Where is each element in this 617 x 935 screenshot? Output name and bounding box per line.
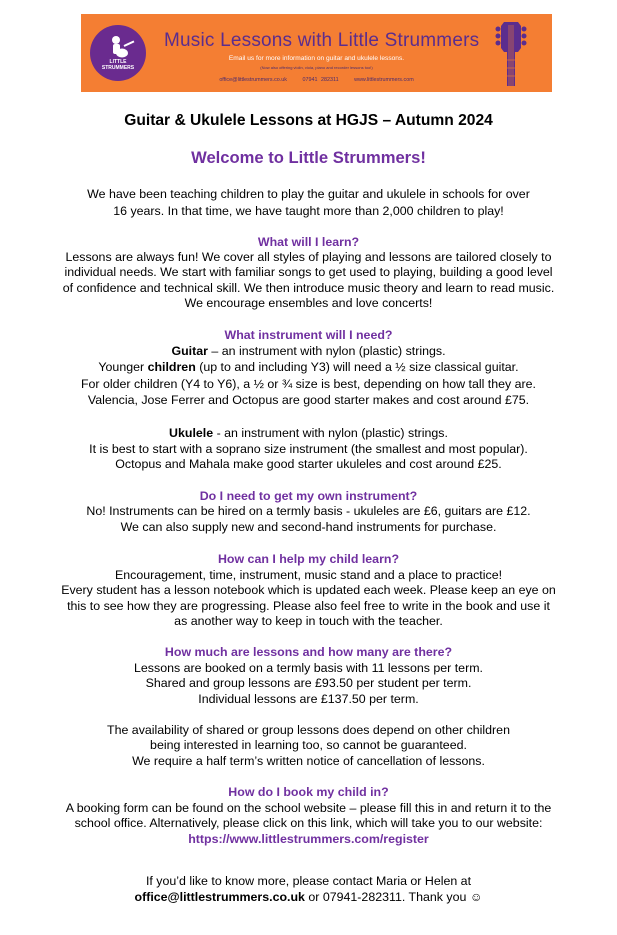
banner-email[interactable]: office@littlestrummers.co.uk: [219, 77, 287, 83]
children-bold: children: [147, 360, 196, 374]
own-instrument-line: No! Instruments can be hired on a termly basis - ukuleles are £6, guitars are £12.: [86, 504, 531, 518]
guitar-head-icon: [494, 20, 528, 86]
register-link[interactable]: https://www.littlestrummers.com/register: [188, 832, 429, 846]
instrument-heading: What instrument will I need?: [224, 328, 393, 342]
guitar-younger-rest: (up to and including Y3) will need a ½ size classical guitar.: [195, 360, 519, 374]
contact-line: If you’d like to know more, please contact Maria or Helen at: [145, 874, 472, 888]
cost-line: Individual lessons are £137.50 per term.: [198, 692, 419, 706]
own-instrument-line: We can also supply new and second-hand instruments for purchase.: [120, 520, 497, 534]
logo-text-line2: STRUMMERS: [101, 65, 135, 71]
availability-line: We require a half term’s written notice of cancellation of lessons.: [132, 754, 485, 768]
banner-subtitle: Email us for more information on guitar and ukulele lessons.: [228, 55, 405, 62]
header-banner: [81, 14, 552, 92]
help-line: this to see how they are progressing. Please also feel free to write in the book and use it: [67, 599, 550, 613]
learn-heading: What will I learn?: [257, 235, 360, 249]
intro-line: We have been teaching children to play the guitar and ukulele in schools for over: [87, 187, 530, 201]
little-strummers-logo: [90, 25, 146, 81]
intro-line: 16 years. In that time, we have taught more than 2,000 children to play!: [113, 204, 504, 218]
learn-line: Lessons are always fun! We cover all styles of playing and lessons are tailored closely to: [65, 250, 552, 264]
availability-line: being interested in learning too, so cannot be guaranteed.: [150, 738, 467, 752]
guitar-younger-line: [0, 360, 617, 375]
ukulele-line-text: - an instrument with nylon (plastic) strings.: [213, 426, 448, 440]
contact-phone-thanks: or 07941-282311. Thank you ☺: [304, 890, 483, 904]
cost-line: Lessons are booked on a termly basis with 11 lessons per term.: [134, 661, 483, 675]
logo-text-line1: LITTLE: [109, 59, 127, 65]
guitar-line: For older children (Y4 to Y6), a ½ or ¾ size is best, depending on how tall they are.: [80, 377, 537, 391]
ukulele-line: Octopus and Mahala make good starter ukuleles and cost around £25.: [115, 457, 502, 471]
guitar-line: Valencia, Jose Ferrer and Octopus are good starter makes and cost around £75.: [87, 393, 530, 407]
help-line: Every student has a lesson notebook which is updated each week. Please keep an eye on: [61, 583, 556, 597]
availability-line: The availability of shared or group lessons does depend on other children: [107, 723, 510, 737]
ukulele-label: Ukulele: [169, 426, 214, 440]
ukulele-line: It is best to start with a soprano size instrument (the smallest and most popular).: [89, 442, 528, 456]
guitar-label: Guitar: [171, 344, 208, 358]
ukulele-line: [0, 426, 617, 441]
help-heading: How can I help my child learn?: [217, 552, 400, 566]
own-instrument-heading: Do I need to get my own instrument?: [199, 489, 418, 503]
guitar-younger-pre: Younger: [98, 360, 148, 374]
learn-line: individual needs. We start with familiar songs to get used to playing, building a good level: [64, 265, 553, 279]
banner-title: Music Lessons with Little Strummers: [164, 30, 480, 51]
banner-website[interactable]: www.littlestrummers.com: [354, 77, 414, 83]
welcome-heading: Welcome to Little Strummers!: [191, 148, 426, 167]
banner-contact: [164, 77, 469, 83]
cost-heading: How much are lessons and how many are there?: [164, 645, 453, 659]
banner-small-note: (Now also offering violin, viola, piano and recorder lessons too!): [260, 65, 373, 70]
guitar-line-text: – an instrument with nylon (plastic) strings.: [207, 344, 446, 358]
learn-line: We encourage ensembles and love concerts!: [184, 296, 433, 310]
child-guitar-icon: [100, 34, 136, 62]
contact-line-2: [0, 890, 617, 905]
booking-line: A booking form can be found on the school website – please fill this in and return it to the: [65, 801, 552, 815]
contact-email[interactable]: office@littlestrummers.co.uk: [134, 890, 305, 904]
page-title: Guitar & Ukulele Lessons at HGJS – Autumn 2024: [124, 112, 493, 129]
banner-phone: 07941 282311: [302, 77, 339, 83]
help-line: Encouragement, time, instrument, music stand and a place to practice!: [114, 568, 503, 582]
booking-line: school office. Alternatively, please click on this link, which will take you to our website:: [74, 816, 543, 830]
cost-line: Shared and group lessons are £93.50 per student per term.: [145, 676, 472, 690]
guitar-line: [0, 344, 617, 359]
help-line: as another way to keep in touch with the teacher.: [174, 614, 443, 628]
learn-line: of confidence and technical skill. We then introduce music theory and learn to read music.: [62, 281, 555, 295]
booking-heading: How do I book my child in?: [228, 785, 389, 799]
